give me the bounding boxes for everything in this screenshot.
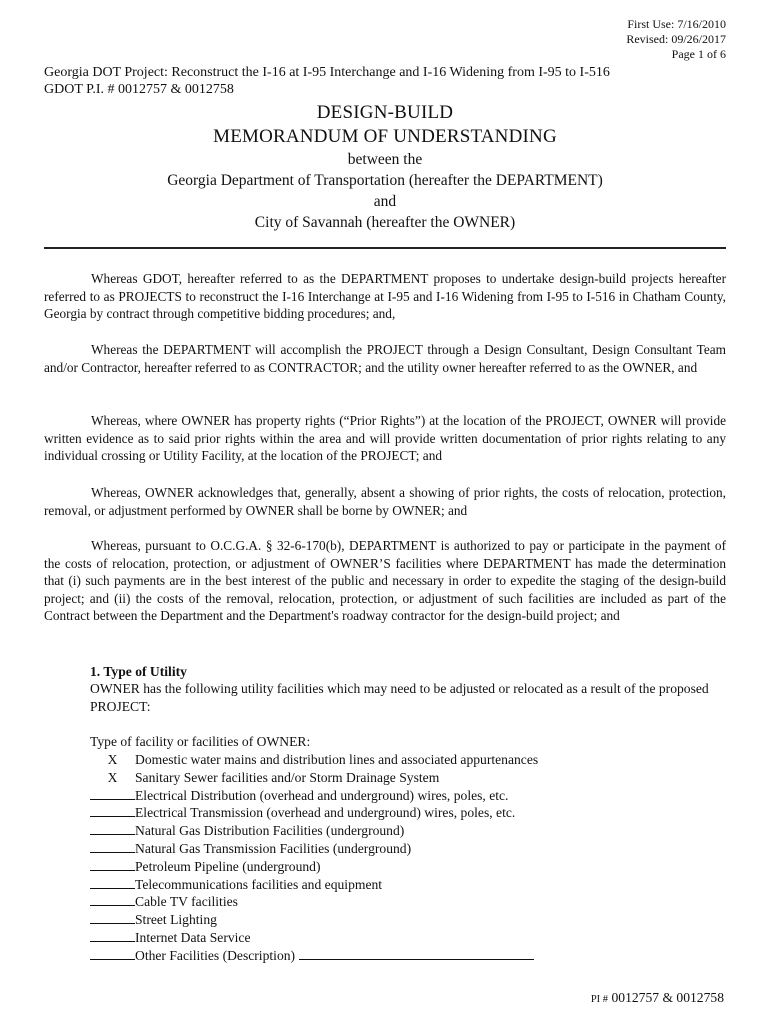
title-divider [44, 247, 726, 249]
facility-blank-line [90, 804, 135, 817]
facility-label: Telecommunications facilities and equipment [135, 876, 383, 892]
title-design-build: DESIGN-BUILD [316, 102, 454, 123]
facility-blank-line [90, 929, 135, 942]
facility-item [90, 787, 726, 805]
facility-item [90, 840, 726, 858]
whereas-paragraph-3: Whereas, where OWNER has property rights (“Prior Rights”) at the location of the PROJECT, OWNER will provide written evidence as to said prior rights within the area and will provide written documentation of prior rights relating to any individual crossing or Utility Facility, at the location of the PROJECT; and [44, 413, 726, 464]
facility-blank-line [90, 787, 135, 800]
section-heading-type-of-utility: 1. Type of Utility [90, 664, 187, 679]
title-and: and [373, 193, 397, 210]
first-use-date: First Use: 7/16/2010 [627, 17, 726, 31]
title-mou: MEMORANDUM OF UNDERSTANDING [213, 126, 557, 147]
facility-label: Internet Data Service [135, 929, 251, 945]
facility-checkmark: X [107, 752, 118, 767]
facility-label: Natural Gas Transmission Facilities (underground) [135, 840, 412, 856]
facility-item [90, 947, 726, 965]
facility-label: Electrical Transmission (overhead and underground) wires, poles, etc. [135, 805, 516, 821]
revision-info [626, 17, 726, 62]
document-title [0, 101, 770, 233]
footer-pi-label: PI # [590, 994, 609, 1005]
facility-label: Electrical Distribution (overhead and underground) wires, poles, etc. [135, 787, 509, 803]
footer-pi-numbers: 0012757 & 0012758 [611, 990, 724, 1005]
title-department: Georgia Department of Transportation (hereafter the DEPARTMENT) [167, 172, 603, 189]
page-footer [591, 989, 724, 1008]
revised-date: Revised: 09/26/2017 [626, 32, 726, 46]
facility-blank-line [90, 893, 135, 906]
whereas-paragraph-1: Whereas GDOT, hereafter referred to as the DEPARTMENT proposes to undertake design-build projects hereafter referred to as PROJECTS to reconstruct the I-16 Interchange at I-95 and I-16 Widening from I-95 to I-516 in Chatham County, Georgia by contract through competitive bidding procedures; and, [44, 271, 726, 322]
other-facilities-description-line [299, 947, 534, 960]
facility-checkmark: X [107, 769, 118, 785]
title-owner: City of Savannah (hereafter the OWNER) [254, 214, 516, 231]
facility-blank-line [90, 822, 135, 835]
whereas-paragraph-2: Whereas the DEPARTMENT will accomplish the PROJECT through a Design Consultant, Design Consultant Team and/or Contractor, hereafter referred to as CONTRACTOR; and the utility owner hereafter referred to as the OWNER, and [44, 342, 726, 375]
facility-item [90, 858, 726, 876]
facility-label: Petroleum Pipeline (underground) [135, 858, 321, 874]
facility-item [90, 751, 726, 769]
facility-label: Domestic water mains and distribution lines and associated appurtenances [135, 752, 539, 767]
facility-label: Cable TV facilities [135, 894, 238, 910]
facility-list [90, 751, 726, 965]
whereas-paragraph-4: Whereas, OWNER acknowledges that, generally, absent a showing of prior rights, the costs of relocation, protection, removal, or adjustment performed by OWNER shall be borne by OWNER; and [44, 485, 726, 518]
facility-blank-line [90, 858, 135, 871]
project-pi-numbers: GDOT P.I. # 0012757 & 0012758 [44, 82, 234, 97]
facility-item [90, 911, 726, 929]
facility-label: Natural Gas Distribution Facilities (underground) [135, 823, 405, 839]
facility-item [90, 929, 726, 947]
title-between: between the [347, 151, 423, 168]
facility-label: Other Facilities (Description) [135, 947, 296, 963]
facility-label: Sanitary Sewer facilities and/or Storm Drainage System [135, 769, 440, 785]
facility-item [90, 876, 726, 894]
facility-blank-line [90, 876, 135, 889]
facility-item [90, 893, 726, 911]
facility-item [90, 804, 726, 822]
facility-list-heading: Type of facility or facilities of OWNER: [90, 734, 311, 749]
facility-blank-line [90, 911, 135, 924]
facility-item [90, 769, 726, 787]
project-description: Georgia DOT Project: Reconstruct the I-16 at I-95 Interchange and I-16 Widening from I-95 to I-516 [44, 65, 610, 80]
whereas-paragraph-5: Whereas, pursuant to O.C.G.A. § 32-6-170(b), DEPARTMENT is authorized to pay or participate in the payment of the costs of relocation, protection, or adjustment of OWNER’S facilities where DEPARTMENT has made the determination that (i) such payments are in the best interest of the public and necessary in order to expedite the staging of the design-build project; and (ii) the costs of the removal, relocation, protection, or adjustment of such facilities are included as part of the Contract between the Department and the Department's roadway contractor for the design-build project; and [44, 538, 726, 624]
page-number: Page 1 of 6 [671, 47, 726, 61]
facility-blank-line [90, 947, 135, 960]
facility-label: Street Lighting [135, 912, 217, 928]
facility-item [90, 822, 726, 840]
facility-blank-line [90, 840, 135, 853]
section-intro: OWNER has the following utility facilities which may need to be adjusted or relocated as a result of the proposed PROJECT: [90, 681, 709, 714]
